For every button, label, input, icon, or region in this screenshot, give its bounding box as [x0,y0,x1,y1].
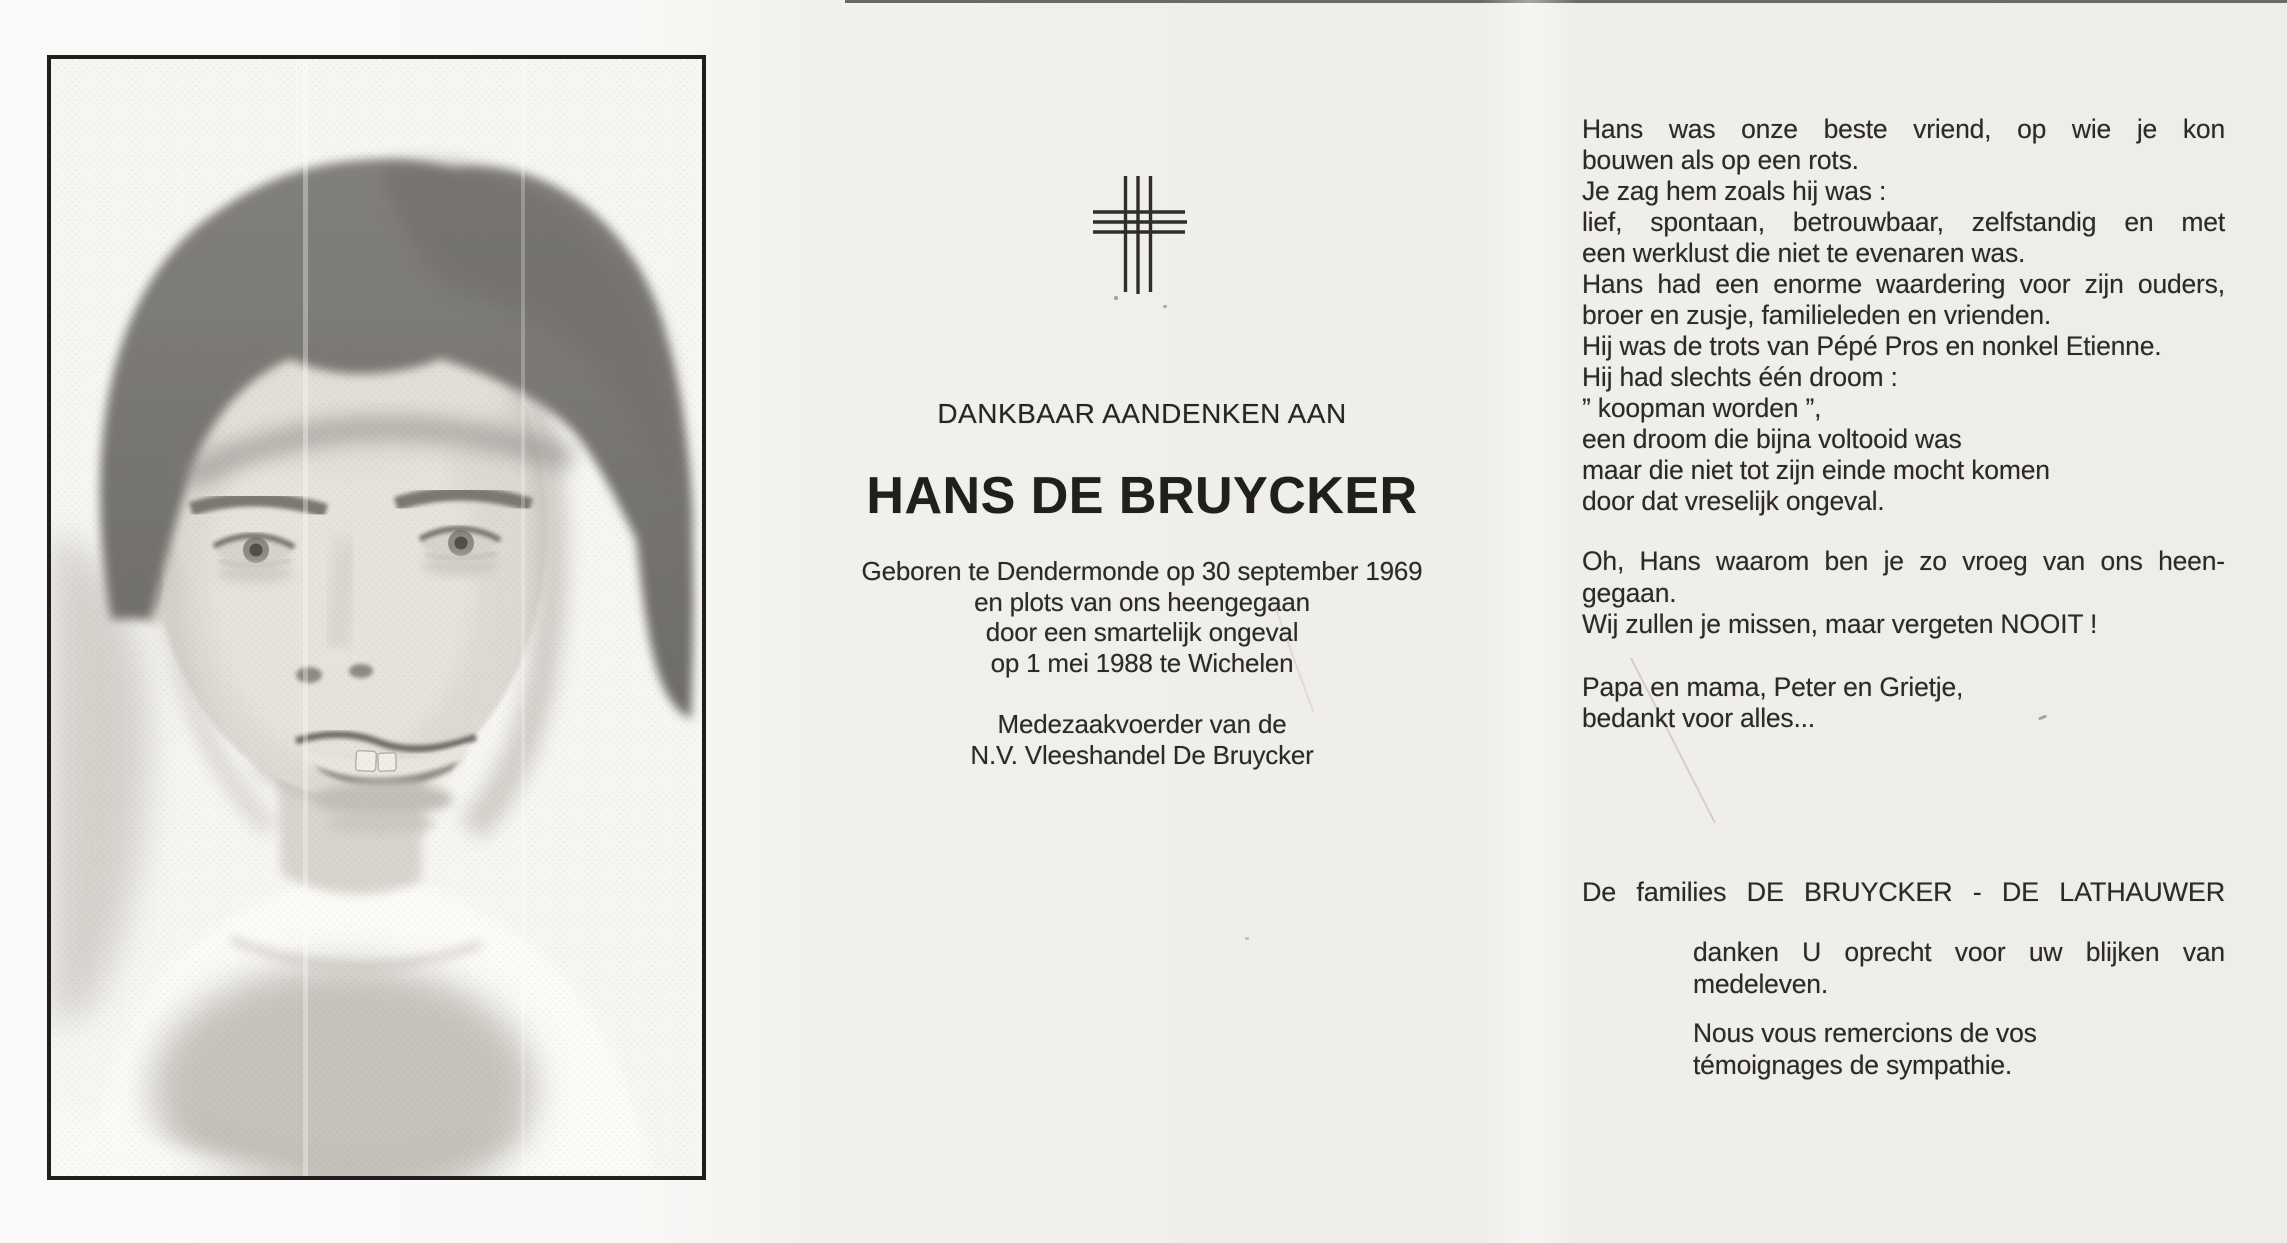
text-line: Medezaakvoerder van de [997,709,1287,739]
text-line: bedankt voor alles... [1582,702,1815,733]
life-details [812,556,1472,678]
deceased-name: HANS DE BRUYCKER [866,467,1418,525]
text-line: lief, spontaan, betrouwbaar, zelfstandig en met [1582,207,2225,237]
text-line: maar die niet tot zijn einde mocht komen [1582,455,2050,485]
text-line: témoignages de sympathie. [1693,1050,2013,1080]
text-line: De families DE BRUYCKER - DE LATHAUWER [1582,877,2225,907]
text-line: Hans was onze beste vriend, op wie je kon [1582,114,2225,144]
text-line: en plots van ons heengegaan [974,586,1310,617]
tribute-panel [1582,0,2225,1243]
acknowledgement-dutch [1693,936,2225,1000]
dedication-text: DANKBAAR AANDENKEN AAN [937,398,1347,429]
card-fold-highlight [1480,0,1580,1243]
text-line: een droom die bijna voltooid was [1582,424,1962,454]
acknowledgement-french [1693,1017,2225,1081]
text-line: broer en zusje, familieleden en vrienden. [1582,300,2052,330]
text-line: Papa en mama, Peter en Grietje, [1582,672,1964,702]
text-line: bouwen als op een rots. [1582,145,1859,175]
text-line: Je zag hem zoals hij was : [1582,176,1887,206]
text-line: medeleven. [1693,969,1829,999]
occupation-lines [812,709,1472,770]
text-line: danken U oprecht voor uw blijken van [1693,937,2225,967]
tribute-closing [1582,672,2225,733]
portrait-photo [47,55,706,1180]
portrait-photo-image [51,59,702,1176]
text-line: Hans had een enorme waardering voor zijn ouders, [1582,269,2225,299]
text-line: Wij zullen je missen, maar vergeten NOOIT ! [1582,609,2098,639]
memorial-center-panel [812,0,1472,1243]
text-line: N.V. Vleeshandel De Bruycker [970,739,1314,770]
text-line: door een smartelijk ongeval [985,617,1299,647]
tribute-paragraph-2 [1582,546,2225,641]
text-line: op 1 mei 1988 te Wichelen [990,647,1294,678]
text-line: ” koopman worden ”, [1582,393,1822,423]
text-line: Geboren te Dendermonde op 30 september 1969 [861,556,1423,586]
text-line: Hij was de trots van Pépé Pros en nonkel Etienne. [1582,331,2162,361]
text-line: Oh, Hans waarom ben je zo vroeg van ons heen- [1582,546,2225,576]
text-line: Nous vous remercions de vos [1693,1018,2037,1048]
text-line: gegaan. [1582,577,1677,608]
text-line: door dat vreselijk ongeval. [1582,486,1885,516]
tribute-paragraph-1 [1582,114,2225,517]
text-line: een werklust die niet te evenaren was. [1582,238,2026,268]
text-line: Hij had slechts één droom : [1582,362,1898,392]
families-line [1582,876,2225,908]
